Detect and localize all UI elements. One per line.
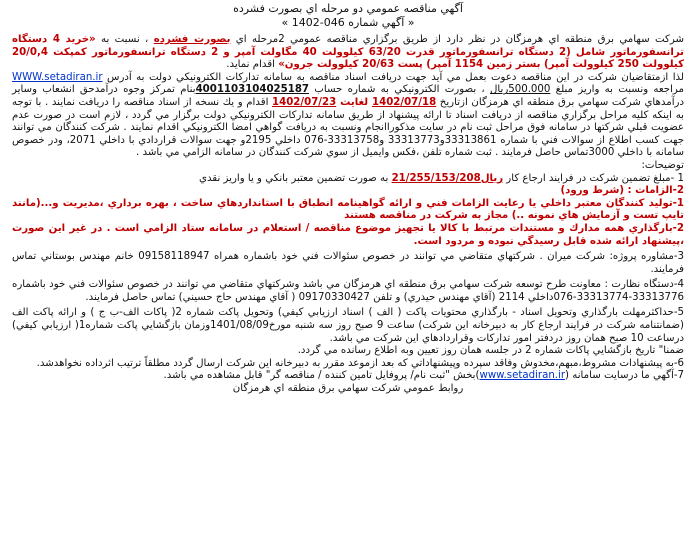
fast-mode-label: بصورت فشرده [153, 34, 231, 45]
website-text-1: 7-آگهي ما درسايت سامانه ( [565, 370, 684, 382]
document-fee: 500.000ريال [489, 84, 551, 96]
setadiran-link[interactable]: WWW.setadiran.ir [12, 71, 103, 83]
instructions-paragraph [12, 72, 684, 160]
item-6-conditional-bids: 6-به پيشنهادات مشروط،مبهم،مخدوش وفاقد سپرده وپيشنهاداتي كه بعد ازموعد مقرر به دبيرخانه اين شركت ارسال گردد مطلقاً ترتيب اثرداده نخواهدشد. [36, 357, 684, 369]
item-7-website [12, 370, 684, 383]
signature-public-relations: روابط عمومي شركت سهامي برق منطقه اي هرمزگان [232, 383, 464, 395]
intro-text-3: اقدام نمايد. [226, 59, 279, 71]
item-5-note: ضمنا" تاريخ بازگشايي پاكات شماره 2 در جلسه همان روز تعيين وبه اطلاع رسانده مي گردد. [297, 345, 684, 357]
instr-until: لغايت [336, 96, 373, 108]
start-date: 1402/07/18 [372, 96, 437, 108]
instr-text-1: لذا ازمتقاضيان شركت در اين مناقصه دعوت بعمل مي آيد جهت دريافت اسناد مناقصه به سامانه تداركات الكترونيكي دولت به آدرس [102, 71, 684, 83]
explanations-heading: توضيحات: [641, 159, 684, 171]
instr-text-2: مراجعه ونسبت به واريز مبلغ [550, 84, 684, 96]
end-date: 1402/07/23 [272, 96, 337, 108]
item-2-2: 2-بارگذاري همه مدارك و مستندات مرتبط با كالا يا تجهيز موضوع مناقصه / استعلام در سامانه ستاد الزامي است . در غير اين صورت ،پيشنهاد ارائه شده قابل رسيدگي نبوده و مردود است. [12, 222, 684, 247]
instr-text-5: اقدام و يك نسخه از اسناد مناقصه را دريافت نمايند . با توجه به اينكه كليه مراحل برگزاري مناقصه از دريافت اسناد تا ارائه پيشنهاد از طريق سامانه تداركات الكترونيكي دولت برگزار مي گردد ، لازم است در صورت عدم عضويت قبلي شركتها در سامانه فوق مراحل ثبت نام در سايت مذكوراانجام ونسبت به دريافت گواهي امضا الكترونيكي اقدام نمايند . شركت كنندگان مي توانند جهت كسب اطلاع از سوالات فني با شماره 33313861و33313773 و33313758-076 داخلي 2195و جهت سوالات قراردادي با داخلي 2071، ودر خصوص سامانه با داخلي 3000تماس حاصل فرمايند . ثبت شماره تلفن ،فكس وايميل از سوي شركت كنندگان در سامانه الزامي مي باشد . [12, 96, 684, 159]
account-number: 4001103104025187 [195, 84, 309, 96]
guarantee-text-2: به صورت تضمين معتبر بانكي و يا واريز نقدي [198, 172, 392, 184]
website-text-2: )بخش "ثبت نام/ پروفايل تامين كننده / مناقصه گر" قابل مشاهده مي باشد. [163, 370, 480, 382]
guarantee-text-1: 1 -مبلغ تضمين شركت در فرايند ارجاع كار [503, 172, 684, 184]
item-2-1: 1-توليد كنندگان معتبر داخلي يا رعايت الزامات فني و ارائه گواهينامه انطباق با استانداردهاي ساخت ، بهره برداري ،مديريت و...(مانند تايپ تست و آزمايش هاي نمونه ..) مجاز به شركت در مناقصه هستند [12, 197, 684, 222]
intro-paragraph [12, 34, 684, 72]
item-3-consultant: 3-مشاوره پروژه: شركت ميران . شركتهاي متقاضي مي توانند در خصوص سئوالات فني خود باشماره همراه 09158118947 خانم مهندس بوستاني تماس فرمايند. [12, 251, 684, 275]
tender-subject: «خريد 4 دستگاه ترانسفورماتور شامل (2 دستگاه ترانسفورماتور قدرت 63/20 كيلوولت 40 مگاولت آمپر و 2 دستگاه ترانسفورماتور كمپكت 20/0,4 كيلوولت 250 كيلوولت آمپر) بستر زمين 1154 آمپر) پست 20/63 كيلوولت جرون» [12, 34, 684, 71]
setadiran-link-2[interactable]: www.setadiran.ir [479, 370, 566, 382]
item-2-requirements: 2-الزامات : (شرط ورود) [560, 185, 684, 197]
item-5-deadline: 5-حداكثرمهلت بارگذاري وتحويل اسناد - بارگذاري محتويات پاكت ( الف ) اسناد ارزيابي كيفي) وتحويل پاكت شماره 2( پاكات الف-ب ج ) و ارائه پاكت الف (ضمانتنامه شركت در فرايند ارجاع كار به دبيرخانه اين شركت) ساعت 9 صبح روز سه شنبه مورخ1401/08/09وزمان بازگشايي پاكت شماره1( ارزيابي كيفي) درساعت 10 صبح همان روز دردفتر امور تداركات وقراردادهاي اين شركت مي باشد. [12, 307, 684, 344]
notice-number: « آگهي شماره 046-1402 » [281, 16, 415, 29]
instr-text-4: بنام تمركز وجوه درآمدحق انشعاب وساير درآمدهاي شركت سهامي برق منطقه اي هرمزگان ازتاريخ [12, 84, 684, 108]
instr-text-3: ، بصورت الكترونيكي به شماره حساب [309, 84, 490, 96]
intro-text-2: ، نسبت به [95, 34, 154, 45]
item-4-supervision: 4-دستگاه نظارت : معاونت طرح توسعه شركت سهامي برق منطقه اي هرمزگان مي باشد وشركتهاي متقاضي مي توانند در خصوص سئوالات فني خود باشماره 33313776-33313774-076داخلي 2114 (آقاي مهندس حيدري) و تلفن 09170330427 ( آقاي مهندس حاج حسيني) تماس حاصل فرمايند. [12, 279, 684, 303]
notice-title: آگهي مناقصه عمومي دو مرحله اي بصورت فشرده [233, 2, 463, 15]
item-1-guarantee [12, 173, 684, 186]
intro-text-1: شركت سهامي برق منطقه اي هرمزگان در نظر دارد از طريق برگزاري مناقصه عمومي 2مرحله اي [230, 34, 684, 45]
guarantee-amount: 21/255/153/208ريال [391, 172, 504, 184]
